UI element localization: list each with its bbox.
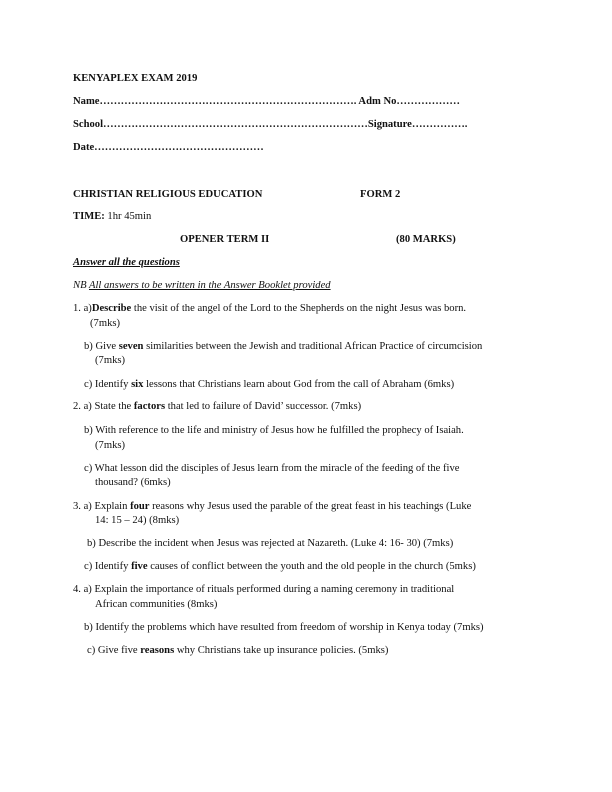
q-text: causes of conflict between the youth and the old people in the church (5mks): [147, 561, 476, 572]
nb-label: NB: [73, 280, 89, 291]
q-keyword: five: [131, 561, 148, 572]
q-text: lessons that Christians learn about God from the call of Abraham (6mks): [143, 379, 455, 390]
question-2c: c) What lesson did the disciples of Jesus learn from the miracle of the feeding of the five: [84, 463, 460, 474]
q-prefix: 2. a) State the: [73, 401, 134, 412]
q-keyword: six: [131, 379, 144, 390]
q-prefix: c) Identify: [84, 379, 132, 390]
time-line: [73, 210, 151, 223]
q-text: reasons why Jesus used the parable of the great feast in his teachings (Luke: [149, 501, 472, 512]
question-4a-cont: African communities (8mks): [95, 599, 218, 610]
q-prefix: 1. a): [73, 303, 92, 314]
question-4c: [87, 644, 388, 657]
question-1a-marks: (7mks): [90, 318, 121, 329]
question-3a-cont: 14: 15 – 24) (8mks): [95, 515, 180, 526]
question-3a: [73, 500, 471, 513]
q-keyword: factors: [133, 401, 166, 412]
nb-text: All answers to be written in the Answer Booklet provided: [89, 280, 331, 291]
name-adm-field[interactable]: Name………………………………………………………………. Adm No………………: [73, 96, 460, 107]
form-label: FORM 2: [360, 189, 401, 200]
question-2a: [73, 400, 361, 413]
subject-heading: CHRISTIAN RELIGIOUS EDUCATION: [73, 189, 263, 200]
date-field[interactable]: Date…………………………………………: [73, 142, 264, 153]
question-2b: b) With reference to the life and ministry of Jesus how he fulfilled the prophecy of Isaiah.: [84, 425, 464, 436]
q-keyword: seven: [118, 341, 144, 352]
q-keyword: reasons: [140, 645, 175, 656]
question-1c: [84, 378, 454, 391]
term-label: OPENER TERM II: [180, 234, 270, 245]
q-keyword: Describe: [91, 303, 132, 314]
q-prefix: c) Identify: [84, 561, 132, 572]
question-1a: [73, 302, 466, 315]
q-text: similarities between the Jewish and traditional African Practice of circumcision: [143, 341, 483, 352]
question-4a: 4. a) Explain the importance of rituals performed during a naming ceremony in traditional: [73, 584, 455, 595]
instruction: Answer all the questions: [73, 257, 180, 268]
question-2b-marks: (7mks): [95, 440, 126, 451]
question-3c: [84, 560, 476, 573]
exam-title: KENYAPLEX EXAM 2019: [73, 73, 198, 84]
q-text: why Christians take up insurance policies. (5mks): [174, 645, 389, 656]
question-3b: b) Describe the incident when Jesus was rejected at Nazareth. (Luke 4: 16- 30) (7mks): [87, 538, 454, 549]
q-keyword: four: [130, 501, 150, 512]
q-text: that led to failure of David’ successor. (7mks): [165, 401, 362, 412]
question-1b-marks: (7mks): [95, 355, 126, 366]
school-signature-field[interactable]: School…………………………………………………………………Signature…………….: [73, 119, 468, 130]
nb-note: [73, 279, 331, 292]
question-1b: [84, 340, 482, 353]
total-marks: (80 MARKS): [396, 234, 456, 245]
question-2c-cont: thousand? (6mks): [95, 477, 171, 488]
q-text: the visit of the angel of the Lord to the Shepherds on the night Jesus was born.: [131, 303, 467, 314]
question-4b: b) Identify the problems which have resulted from freedom of worship in Kenya today (7mks): [84, 622, 484, 633]
q-prefix: b) Give: [84, 341, 119, 352]
q-prefix: 3. a) Explain: [73, 501, 131, 512]
time-value: 1hr 45min: [104, 211, 152, 222]
time-label: TIME:: [73, 211, 105, 222]
q-prefix: c) Give five: [87, 645, 141, 656]
